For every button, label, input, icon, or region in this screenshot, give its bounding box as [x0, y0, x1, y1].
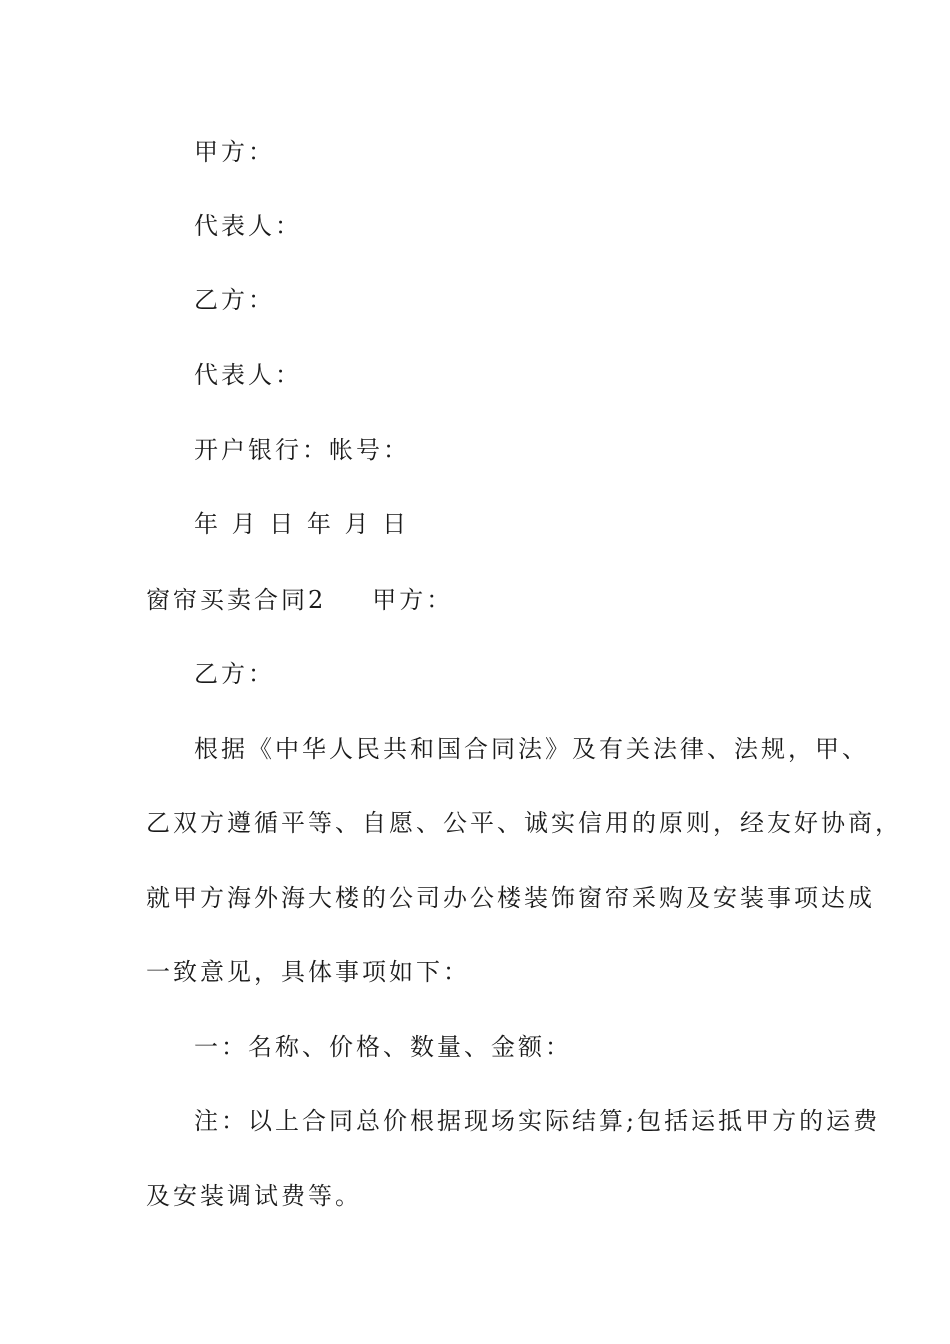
paragraph-line-4: 一致意见，具体事项如下： [146, 958, 470, 986]
party-a-label: 甲方： [194, 138, 275, 166]
contract-title: 窗帘买卖合同2 [146, 586, 327, 614]
clause-one-heading: 一：名称、价格、数量、金额： [194, 1033, 572, 1061]
contract-title-line [146, 584, 826, 616]
representative-b-label: 代表人： [194, 361, 302, 389]
note-line-1: 注：以上合同总价根据现场实际结算;包括运抵甲方的运费 [194, 1107, 881, 1135]
party-b-line: 乙方： [194, 660, 275, 688]
representative-a-label: 代表人： [194, 212, 302, 240]
note-line-2: 及安装调试费等。 [146, 1182, 362, 1210]
date-line: 年 月 日 年 月 日 [194, 510, 410, 538]
party-b-label: 乙方： [194, 286, 275, 314]
paragraph-line-1: 根据《中华人民共和国合同法》及有关法律、法规，甲、 [194, 735, 869, 763]
bank-account-label: 开户银行：帐号： [194, 436, 410, 464]
paragraph-line-3: 就甲方海外海大楼的公司办公楼装饰窗帘采购及安装事项达成 [146, 884, 875, 912]
title-party-a: 甲方： [372, 586, 454, 614]
paragraph-line-2: 乙双方遵循平等、自愿、公平、诚实信用的原则，经友好协商， [146, 809, 902, 837]
